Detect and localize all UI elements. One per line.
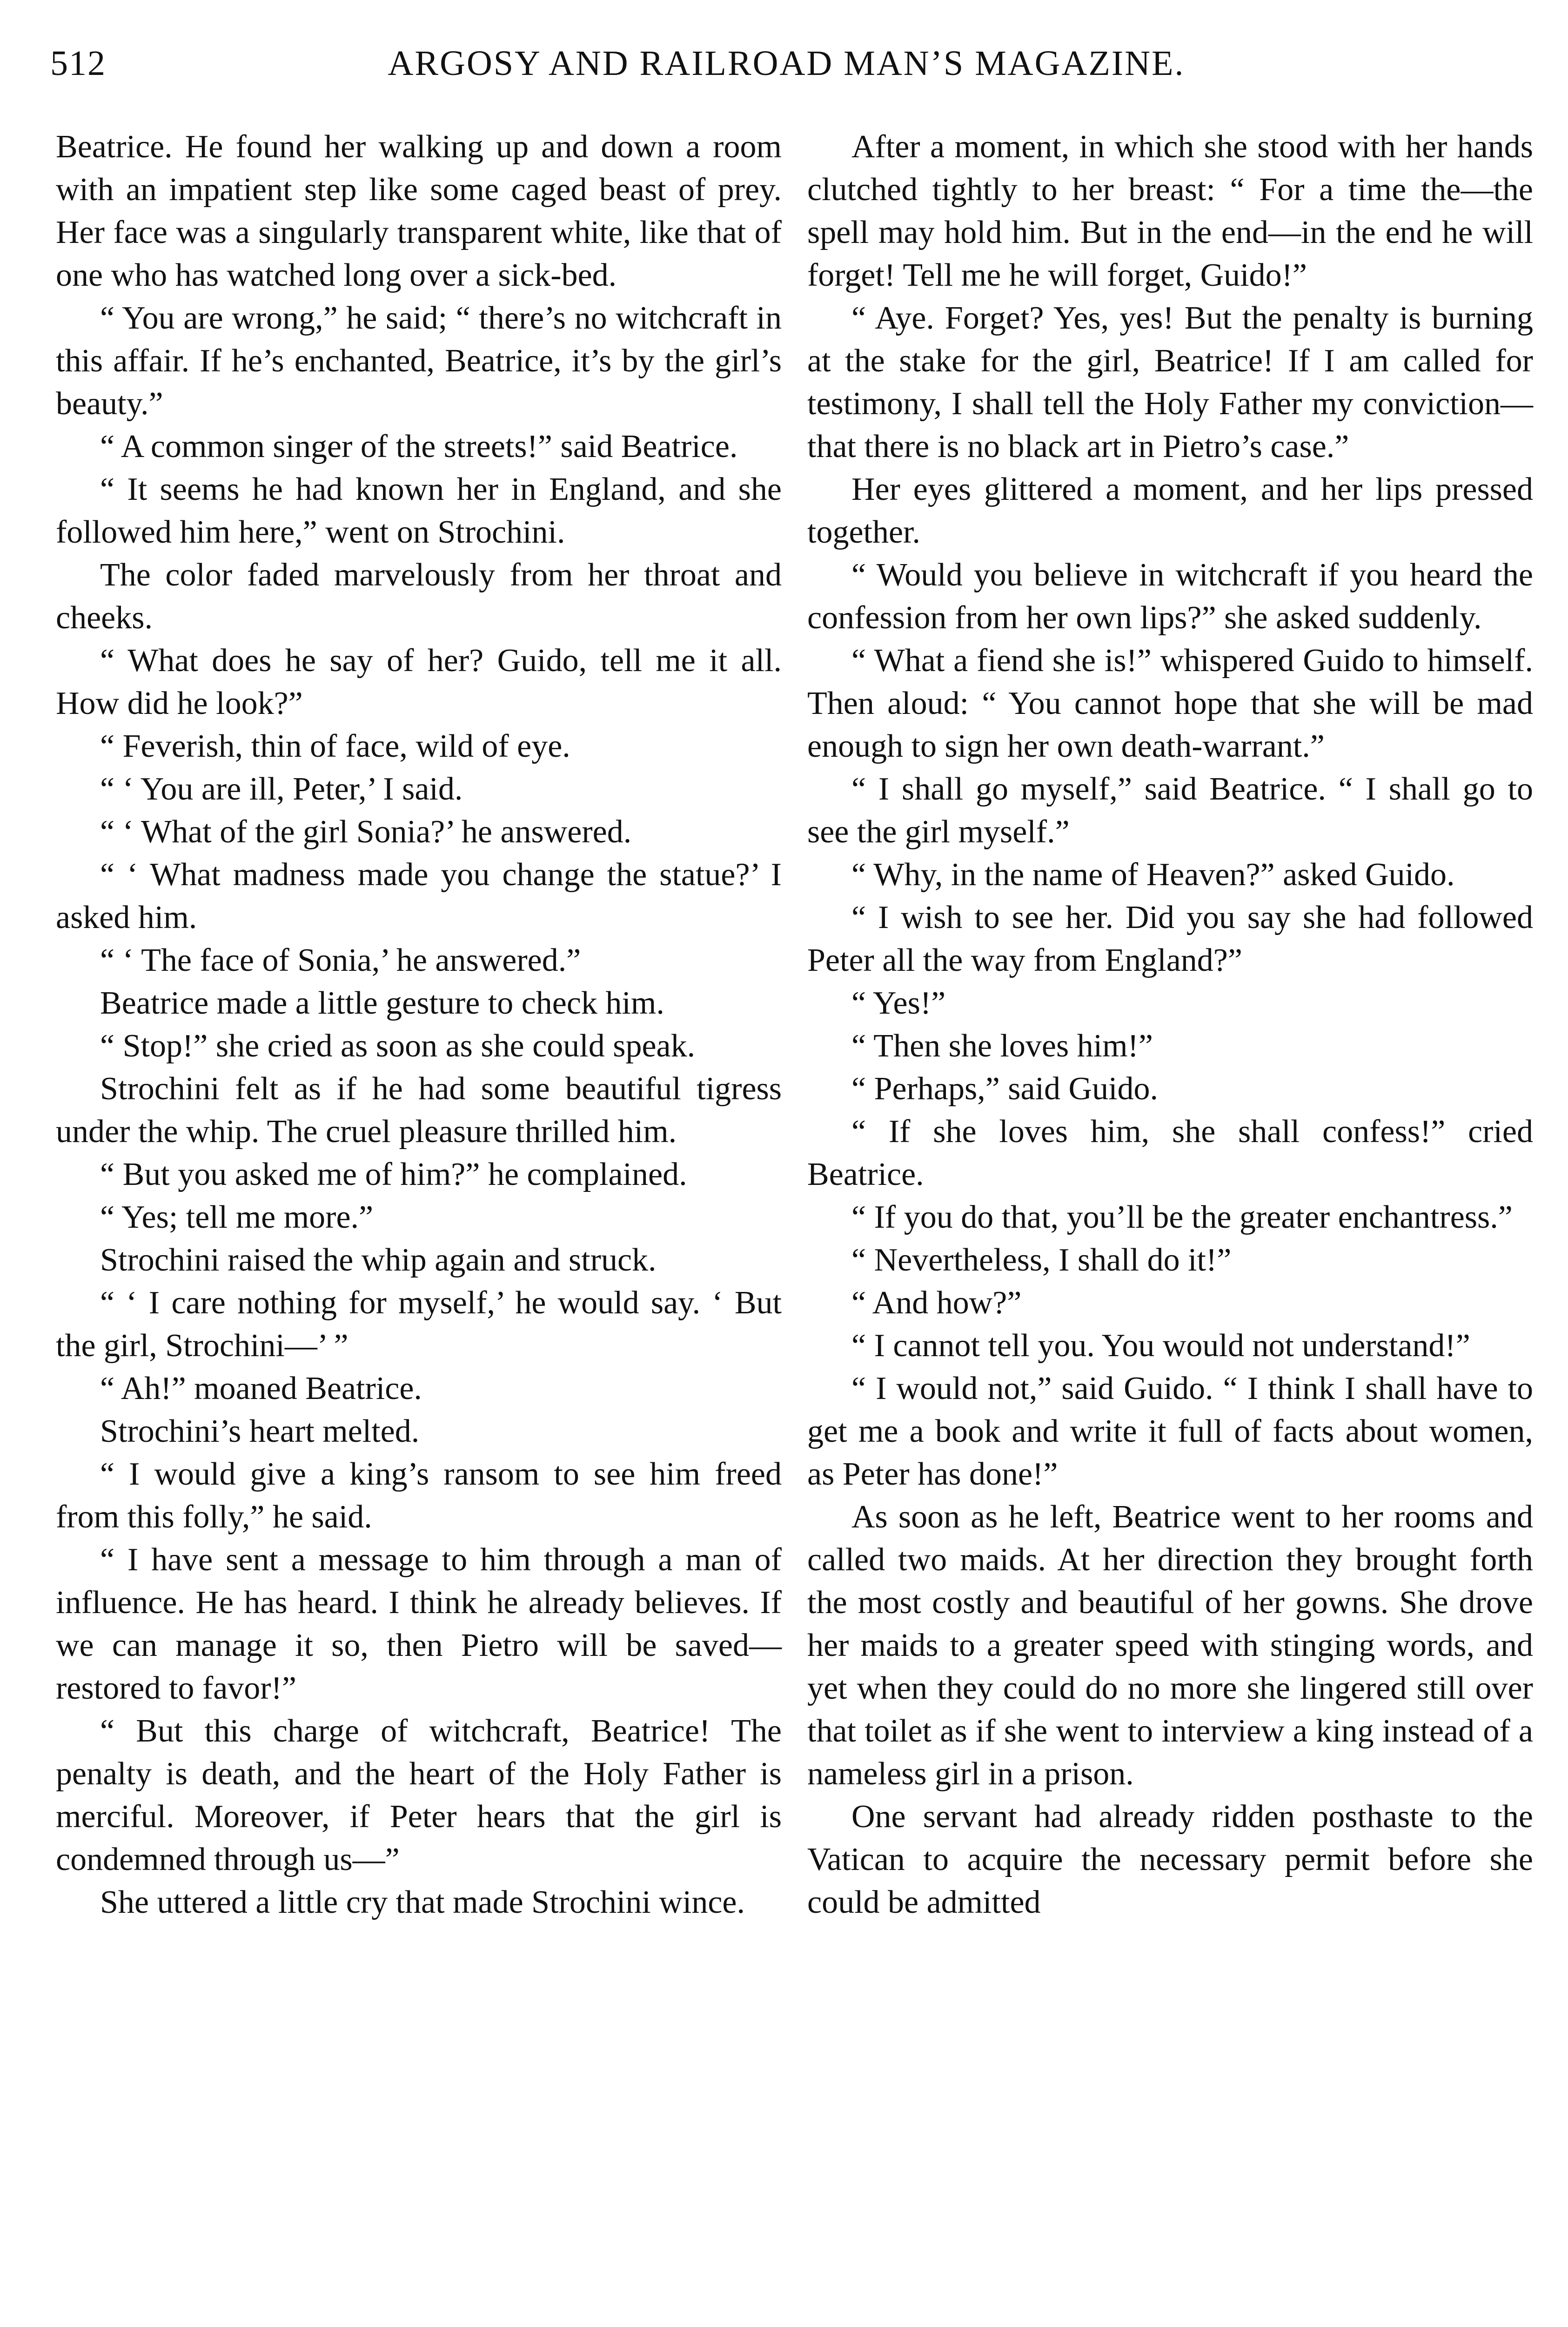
paragraph: “ It seems he had known her in England, and she followed him here,” went on Strochini. bbox=[56, 471, 782, 550]
paragraph: Strochini raised the whip again and struck. bbox=[100, 1242, 657, 1278]
paragraph: “ Feverish, thin of face, wild of eye. bbox=[100, 728, 570, 764]
paragraph: “ What a fiend she is!” whispered Guido to himself. Then aloud: “ You cannot hope that she will be mad enough to sign her own death-warrant.” bbox=[807, 643, 1533, 764]
paragraph: “ Stop!” she cried as soon as she could speak. bbox=[100, 1028, 696, 1064]
paragraph: “ ‘ I care nothing for myself,’ he would say. ‘ But the girl, Strochini—’ ” bbox=[56, 1285, 782, 1364]
paragraph: “ ‘ The face of Sonia,’ he answered.” bbox=[100, 942, 581, 978]
paragraph: Strochini felt as if he had some beautiful tigress under the whip. The cruel pleasure thrilled him. bbox=[56, 1071, 782, 1150]
paragraph: “ And how?” bbox=[851, 1285, 1022, 1321]
paragraph: “ Aye. Forget? Yes, yes! But the penalty is burning at the stake for the girl, Beatrice! If I am called for testimony, I shall tell the Holy Father my conviction—that there is no black art in Pietro’s case.” bbox=[807, 300, 1533, 464]
paragraph: The color faded marvelously from her throat and cheeks. bbox=[56, 557, 782, 636]
paragraph: “ ‘ What madness made you change the statue?’ I asked him. bbox=[56, 857, 782, 935]
paragraph: “ If she loves him, she shall confess!” cried Beatrice. bbox=[807, 1114, 1533, 1192]
paragraph: “ Perhaps,” said Guido. bbox=[851, 1071, 1159, 1107]
paragraph: She uttered a little cry that made Strochini wince. bbox=[100, 1884, 745, 1920]
paragraph: After a moment, in which she stood with her hands clutched tightly to her breast: “ For a time the—the spell may hold him. But in the end—in the end he will forget! Tell me he will forget, Guido!” bbox=[807, 129, 1533, 293]
paragraph: “ Then she loves him!” bbox=[851, 1028, 1153, 1064]
paragraph: “ ‘ What of the girl Sonia?’ he answered. bbox=[100, 814, 632, 850]
paragraph: “ Nevertheless, I shall do it!” bbox=[851, 1242, 1232, 1278]
paragraph: “ Would you believe in witchcraft if you heard the confession from her own lips?” she asked suddenly. bbox=[807, 557, 1533, 636]
paragraph: “ Yes!” bbox=[851, 985, 946, 1021]
paragraph: Beatrice made a little gesture to check him. bbox=[100, 985, 664, 1021]
paragraph: One servant had already ridden posthaste to the Vatican to acquire the necessary permit before she could be admitted bbox=[807, 1799, 1533, 1920]
paragraph: “ Ah!” moaned Beatrice. bbox=[100, 1371, 422, 1406]
paragraph: Beatrice. He found her walking up and down a room with an impatient step like some caged beast of prey. Her face was a singularly transparent white, like that of one who has watched long over a sick-bed. bbox=[56, 129, 782, 293]
left-column bbox=[56, 126, 782, 1924]
paragraph: As soon as he left, Beatrice went to her rooms and called two maids. At her direction they brought forth the most costly and beautiful of her gowns. She drove her maids to a greater speed with stinging words, and yet when they could do no more she lingered still over that toilet as if she went to interview a king instead of a nameless girl in a prison. bbox=[807, 1499, 1533, 1792]
paragraph: “ I wish to see her. Did you say she had followed Peter all the way from England?” bbox=[807, 900, 1533, 978]
paragraph: Her eyes glittered a moment, and her lips pressed together. bbox=[807, 471, 1533, 550]
paragraph: “ I cannot tell you. You would not understand!” bbox=[851, 1328, 1470, 1364]
paragraph: “ I would not,” said Guido. “ I think I shall have to get me a book and write it full of facts about women, as Peter has done!” bbox=[807, 1371, 1533, 1492]
paragraph: “ A common singer of the streets!” said Beatrice. bbox=[100, 429, 738, 464]
paragraph: “ But you asked me of him?” he complained. bbox=[100, 1157, 687, 1192]
paragraph: “ Yes; tell me more.” bbox=[100, 1199, 374, 1235]
paragraph: “ If you do that, you’ll be the greater enchantress.” bbox=[851, 1199, 1513, 1235]
running-title: ARGOSY AND RAILROAD MAN’S MAGAZINE. bbox=[388, 44, 1185, 83]
paragraph: “ I shall go myself,” said Beatrice. “ I shall go to see the girl myself.” bbox=[807, 771, 1533, 850]
page-number: 512 bbox=[50, 44, 106, 83]
paragraph: “ You are wrong,” he said; “ there’s no witchcraft in this affair. If he’s enchanted, Beatrice, it’s by the girl’s beauty.” bbox=[56, 300, 782, 422]
right-column bbox=[807, 126, 1533, 1924]
paragraph: “ I have sent a message to him through a man of influence. He has heard. I think he already believes. If we can manage it so, then Pietro will be saved—restored to favor!” bbox=[56, 1542, 782, 1706]
paragraph: “ I would give a king’s ransom to see him freed from this folly,” he said. bbox=[56, 1456, 782, 1535]
paragraph: “ What does he say of her? Guido, tell me it all. How did he look?” bbox=[56, 643, 782, 721]
paragraph: “ ‘ You are ill, Peter,’ I said. bbox=[100, 771, 463, 807]
paragraph: Strochini’s heart melted. bbox=[100, 1413, 420, 1449]
paragraph: “ Why, in the name of Heaven?” asked Guido. bbox=[851, 857, 1455, 893]
paragraph: “ But this charge of witchcraft, Beatrice! The penalty is death, and the heart of the Holy Father is merciful. Moreover, if Peter hears that the girl is condemned through us—” bbox=[56, 1713, 782, 1877]
